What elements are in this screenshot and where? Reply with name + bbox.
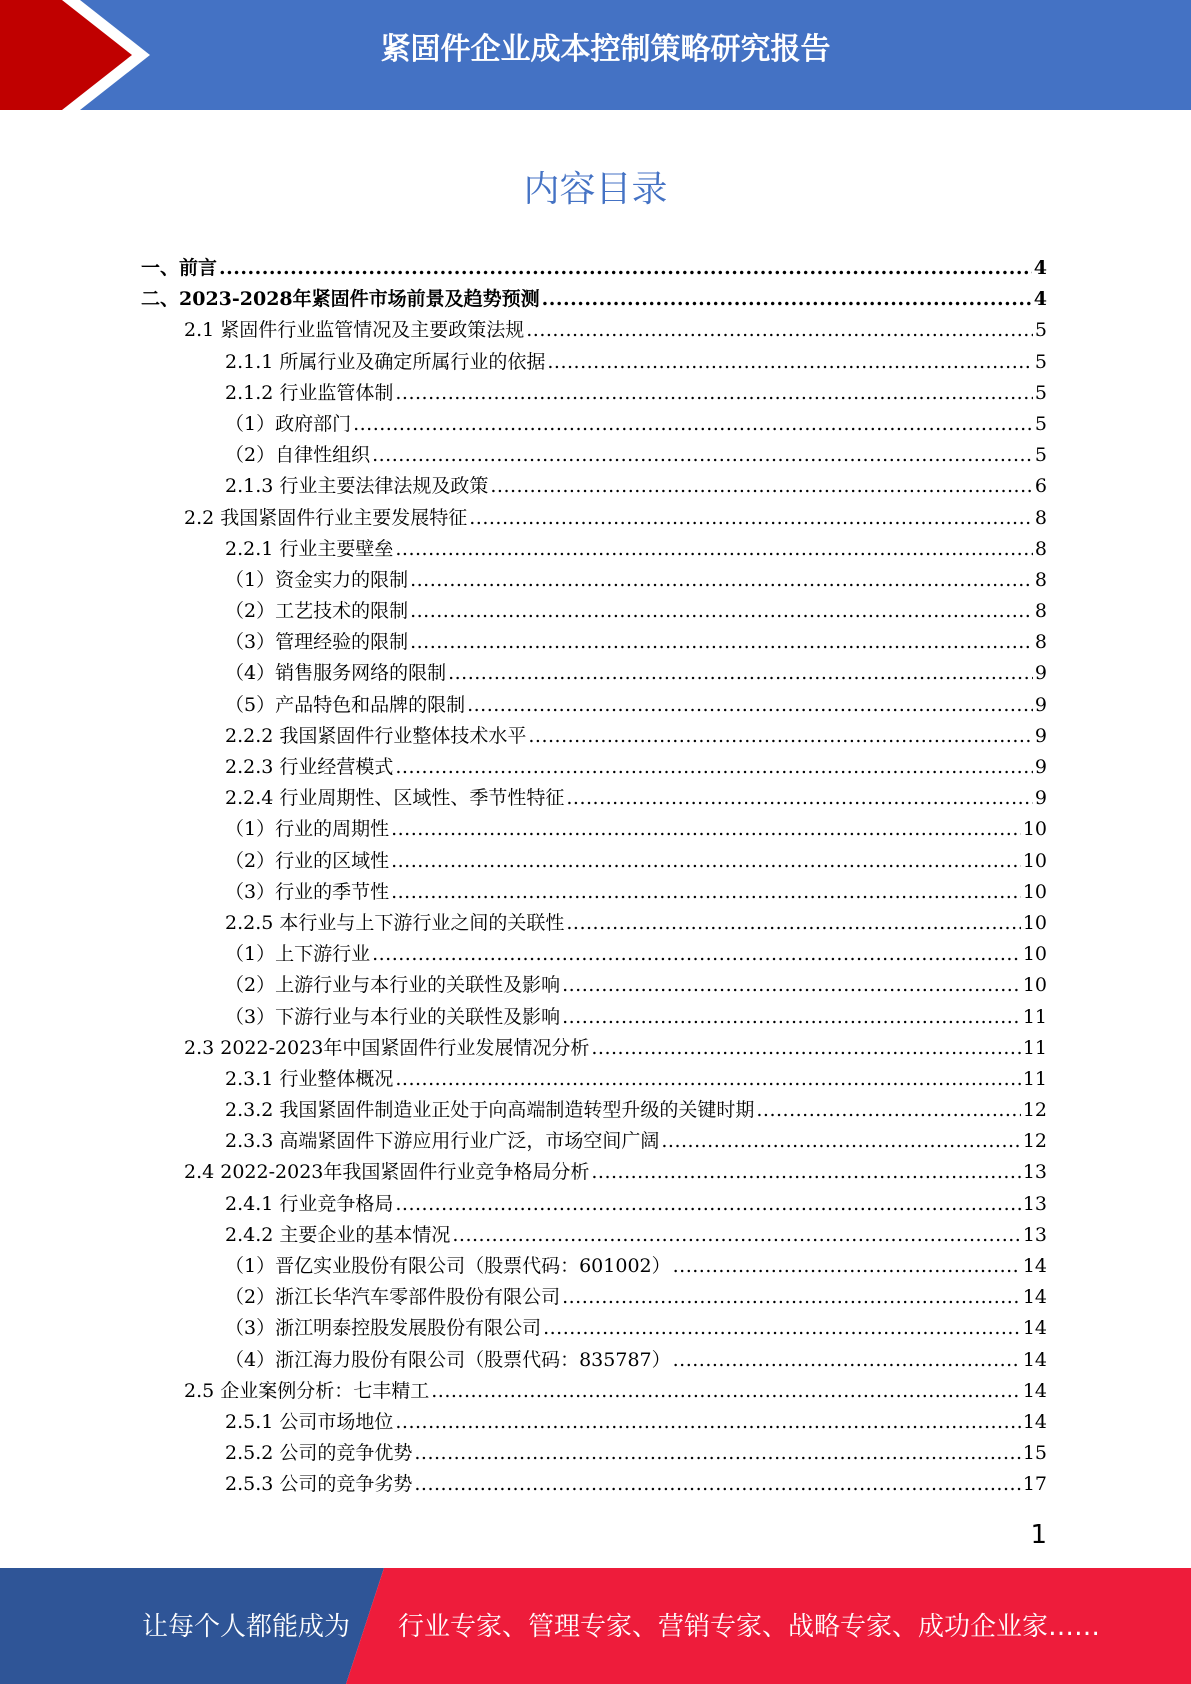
toc-entry-page: 11: [1022, 1036, 1047, 1059]
toc-dot-leader: [395, 1407, 1020, 1438]
toc-entry-page: 13: [1022, 1223, 1047, 1246]
toc-entry-page: 12: [1022, 1099, 1047, 1122]
toc-entry-label: （4）浙江海力股份有限公司（股票代码：835787）: [225, 1348, 671, 1371]
toc-entry-page: 14: [1022, 1410, 1047, 1433]
toc-entry[interactable]: [141, 908, 1047, 939]
toc-entry[interactable]: [141, 409, 1047, 440]
toc-entry-label: 2.3 2022-2023年中国紧固件行业发展情况分析: [184, 1036, 590, 1059]
toc-dot-leader: [410, 627, 1033, 658]
toc-entry-label: 2.2.3 行业经营模式: [225, 756, 394, 778]
toc-entry-label: 2.3.2 我国紧固件制造业正处于向高端制造转型升级的关键时期: [225, 1099, 755, 1122]
toc-entry-page: 8: [1034, 631, 1047, 654]
toc-entry-page: 8: [1034, 506, 1047, 529]
toc-entry[interactable]: [141, 315, 1047, 346]
toc-entry-label: 2.3.3 高端紧固件下游应用行业广泛，市场空间广阔: [225, 1130, 660, 1153]
toc-dot-leader: [353, 409, 1033, 440]
toc-entry-label: 2.1 紧固件行业监管情况及主要政策法规: [184, 319, 525, 342]
toc-entry-page: 5: [1034, 319, 1047, 342]
toc-entry[interactable]: [141, 347, 1047, 378]
toc-entry-page: 10: [1022, 818, 1047, 841]
toc-entry-page: 14: [1022, 1317, 1047, 1340]
toc-entry-page: 10: [1022, 911, 1047, 934]
toc-entry[interactable]: [141, 440, 1047, 471]
toc-entry[interactable]: [141, 939, 1047, 970]
toc-dot-leader: [542, 284, 1032, 315]
toc-entry[interactable]: [141, 1033, 1047, 1064]
toc-entry-page: 9: [1034, 756, 1047, 778]
toc-entry[interactable]: [141, 378, 1047, 409]
toc-entry-label: （1）上下游行业: [225, 943, 371, 966]
toc-dot-leader: [395, 534, 1033, 565]
toc-dot-leader: [414, 1438, 1020, 1469]
toc-dot-leader: [395, 1064, 1020, 1095]
toc-entry[interactable]: [141, 1157, 1047, 1188]
toc-entry-page: 17: [1022, 1473, 1047, 1496]
toc-entry[interactable]: [141, 877, 1047, 908]
toc-entry[interactable]: [141, 1189, 1047, 1220]
toc-dot-leader: [395, 378, 1033, 409]
toc-entry-label: （1）政府部门: [225, 412, 352, 435]
toc-entry-page: 6: [1034, 475, 1047, 498]
toc-entry[interactable]: [141, 1282, 1047, 1313]
toc-dot-leader: [219, 253, 1032, 284]
toc-entry-page: 5: [1034, 444, 1047, 467]
toc-entry[interactable]: [141, 1438, 1047, 1469]
toc-entry-page: 10: [1022, 849, 1047, 872]
toc-entry-page: 13: [1022, 1192, 1047, 1215]
toc-dot-leader: [562, 970, 1021, 1001]
toc-entry-page: 14: [1022, 1379, 1047, 1402]
toc-dot-leader: [410, 565, 1033, 596]
toc-entry-label: （2）自律性组织: [225, 444, 371, 467]
toc-entry-label: 2.2.1 行业主要壁垒: [225, 537, 394, 560]
table-of-contents: [141, 253, 1047, 1501]
toc-entry-page: 5: [1034, 412, 1047, 435]
toc-entry-page: 10: [1022, 943, 1047, 966]
toc-entry-page: 4: [1033, 288, 1047, 311]
toc-entry-label: （1）资金实力的限制: [225, 568, 409, 591]
toc-entry-label: 2.3.1 行业整体概况: [225, 1067, 394, 1090]
toc-entry-page: 11: [1022, 1067, 1047, 1090]
toc-entry[interactable]: [141, 565, 1047, 596]
toc-entry-label: 2.2.2 我国紧固件行业整体技术水平: [225, 724, 527, 747]
toc-entry[interactable]: [141, 1469, 1047, 1500]
toc-dot-leader: [391, 814, 1021, 845]
toc-dot-leader: [562, 1282, 1021, 1313]
toc-dot-leader: [431, 1376, 1021, 1407]
toc-entry-label: 2.2.4 行业周期性、区域性、季节性特征: [225, 787, 565, 810]
toc-dot-leader: [452, 1220, 1020, 1251]
toc-entry[interactable]: [141, 658, 1047, 689]
toc-dot-leader: [395, 1189, 1020, 1220]
toc-entry-label: （5）产品特色和品牌的限制: [225, 693, 466, 716]
toc-entry-label: 2.1.1 所属行业及确定所属行业的依据: [225, 350, 546, 373]
toc-dot-leader: [467, 690, 1033, 721]
toc-entry[interactable]: [141, 1407, 1047, 1438]
toc-entry-label: （3）浙江明泰控股发展股份有限公司: [225, 1317, 542, 1340]
toc-dot-leader: [528, 721, 1033, 752]
toc-dot-leader: [673, 1251, 1021, 1282]
toc-entry-label: 2.5.3 公司的竞争劣势: [225, 1473, 413, 1496]
toc-entry-page: 12: [1022, 1130, 1047, 1153]
toc-entry-label: 2.2.5 本行业与上下游行业之间的关联性: [225, 911, 565, 934]
toc-entry[interactable]: [141, 284, 1047, 315]
toc-entry-page: 13: [1022, 1161, 1047, 1184]
toc-entry-label: 二、2023-2028年紧固件市场前景及趋势预测: [141, 288, 540, 311]
toc-dot-leader: [756, 1095, 1020, 1126]
toc-entry-label: （4）销售服务网络的限制: [225, 662, 447, 685]
toc-entry[interactable]: [141, 1345, 1047, 1376]
toc-entry-page: 11: [1022, 1005, 1047, 1028]
toc-entry-page: 5: [1034, 350, 1047, 373]
page-number: 1: [1030, 1520, 1047, 1550]
toc-entry[interactable]: [141, 1376, 1047, 1407]
toc-entry-label: （2）上游行业与本行业的关联性及影响: [225, 974, 561, 997]
toc-entry[interactable]: [141, 814, 1047, 845]
toc-entry-label: （1）行业的周期性: [225, 818, 390, 841]
toc-entry-page: 15: [1022, 1442, 1047, 1465]
toc-dot-leader: [410, 596, 1033, 627]
toc-entry[interactable]: [141, 534, 1047, 565]
toc-dot-leader: [414, 1469, 1020, 1500]
toc-entry-page: 4: [1033, 257, 1047, 279]
toc-dot-leader: [661, 1126, 1020, 1157]
toc-entry-page: 9: [1034, 662, 1047, 685]
toc-entry-label: 2.4.2 主要企业的基本情况: [225, 1223, 451, 1246]
toc-entry[interactable]: [141, 690, 1047, 721]
toc-entry-page: 8: [1034, 600, 1047, 623]
footer-slogan: 让每个人都能成为: [142, 1612, 351, 1642]
toc-entry-label: （2）行业的区域性: [225, 849, 390, 872]
toc-entry-label: 2.2 我国紧固件行业主要发展特征: [184, 506, 468, 529]
toc-entry-label: （1）晋亿实业股份有限公司（股票代码：601002）: [225, 1255, 671, 1277]
toc-entry-page: 14: [1022, 1255, 1047, 1277]
toc-entry[interactable]: [141, 1095, 1047, 1126]
toc-dot-leader: [448, 658, 1033, 689]
toc-dot-leader: [391, 846, 1021, 877]
toc-entry-page: 5: [1034, 381, 1047, 404]
toc-entry-page: 9: [1034, 724, 1047, 747]
toc-entry-label: （2）浙江长华汽车零部件股份有限公司: [225, 1286, 561, 1309]
toc-entry-label: 2.5.1 公司市场地位: [225, 1410, 394, 1433]
toc-entry-page: 8: [1034, 568, 1047, 591]
toc-dot-leader: [490, 471, 1033, 502]
toc-dot-leader: [673, 1345, 1021, 1376]
toc-entry-page: 10: [1022, 880, 1047, 903]
toc-entry-label: （3）下游行业与本行业的关联性及影响: [225, 1005, 561, 1028]
toc-dot-leader: [372, 939, 1021, 970]
toc-dot-leader: [391, 877, 1021, 908]
toc-dot-leader: [543, 1313, 1021, 1344]
toc-entry[interactable]: [141, 1220, 1047, 1251]
toc-entry-page: 8: [1034, 537, 1047, 560]
toc-entry-label: （3）管理经验的限制: [225, 631, 409, 654]
toc-entry-page: 10: [1022, 974, 1047, 997]
toc-entry-label: 2.4.1 行业竞争格局: [225, 1192, 394, 1215]
toc-entry-page: 9: [1034, 693, 1047, 716]
toc-entry[interactable]: [141, 627, 1047, 658]
toc-entry-label: 2.4 2022-2023年我国紧固件行业竞争格局分析: [184, 1161, 590, 1184]
toc-entry-label: 2.5 企业案例分析：七丰精工: [184, 1379, 430, 1402]
toc-entry-label: 2.1.3 行业主要法律法规及政策: [225, 475, 489, 498]
toc-entry-label: 一、前言: [141, 257, 218, 279]
report-title: 紧固件企业成本控制策略研究报告: [380, 32, 831, 67]
toc-entry[interactable]: [141, 596, 1047, 627]
toc-entry-label: 2.1.2 行业监管体制: [225, 381, 394, 404]
toc-dot-leader: [591, 1157, 1020, 1188]
toc-dot-leader: [469, 503, 1033, 534]
toc-entry[interactable]: [141, 253, 1047, 284]
toc-entry-label: （2）工艺技术的限制: [225, 600, 409, 623]
toc-entry-page: 9: [1034, 787, 1047, 810]
toc-dot-leader: [547, 347, 1033, 378]
toc-entry[interactable]: [141, 783, 1047, 814]
toc-dot-leader: [566, 783, 1033, 814]
toc-entry-label: 2.5.2 公司的竞争优势: [225, 1442, 413, 1465]
toc-entry[interactable]: [141, 721, 1047, 752]
toc-entry[interactable]: [141, 1251, 1047, 1282]
toc-entry-page: 14: [1022, 1286, 1047, 1309]
toc-entry-label: （3）行业的季节性: [225, 880, 390, 903]
toc-entry[interactable]: [141, 752, 1047, 783]
toc-entry[interactable]: [141, 471, 1047, 502]
toc-dot-leader: [566, 908, 1020, 939]
toc-dot-leader: [395, 752, 1033, 783]
toc-dot-leader: [526, 315, 1033, 346]
toc-entry-page: 14: [1022, 1348, 1047, 1371]
toc-entry[interactable]: [141, 503, 1047, 534]
toc-dot-leader: [562, 1002, 1021, 1033]
toc-entry[interactable]: [141, 1002, 1047, 1033]
toc-dot-leader: [372, 440, 1033, 471]
footer-roles: 行业专家、管理专家、营销专家、战略专家、成功企业家……: [398, 1612, 1101, 1642]
toc-entry[interactable]: [141, 1126, 1047, 1157]
report-footer: [0, 1568, 1191, 1684]
toc-entry[interactable]: [141, 1313, 1047, 1344]
toc-entry[interactable]: [141, 1064, 1047, 1095]
toc-heading: 内容目录: [523, 169, 668, 210]
toc-entry[interactable]: [141, 846, 1047, 877]
toc-entry[interactable]: [141, 970, 1047, 1001]
toc-dot-leader: [591, 1033, 1020, 1064]
report-header: [0, 0, 1191, 110]
